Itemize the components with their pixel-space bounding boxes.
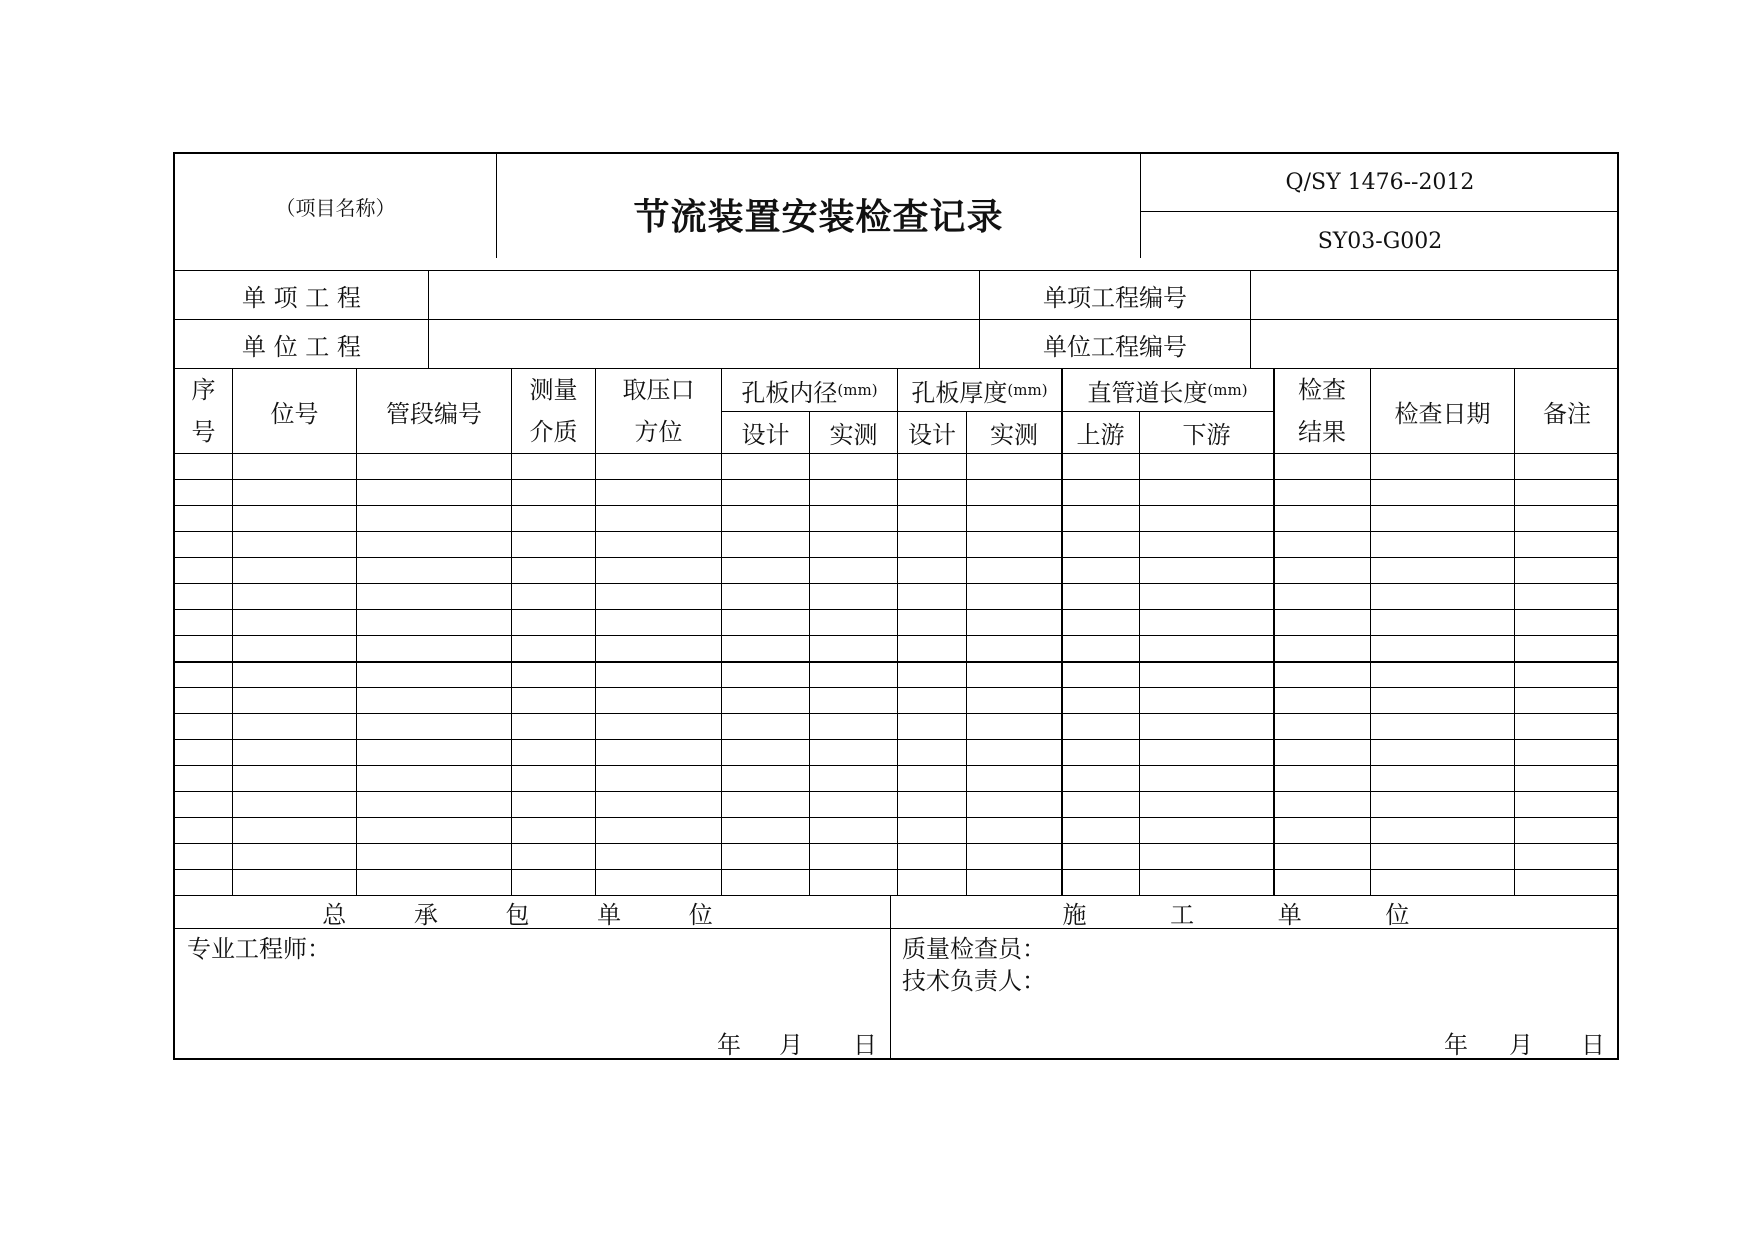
table-row bbox=[175, 505, 1619, 506]
unit-project-code-value[interactable] bbox=[1251, 320, 1619, 368]
orifice-diameter-measured: 实测 bbox=[829, 421, 878, 449]
orifice-thickness-text: 孔板厚度 bbox=[911, 378, 1008, 407]
straight-length-upstream: 上游 bbox=[1076, 421, 1125, 449]
column-divider bbox=[595, 368, 596, 895]
standard-code: Q/SY 1476--2012 bbox=[1285, 170, 1475, 195]
seq-bottom-text: 号 bbox=[191, 418, 216, 446]
info-divider bbox=[979, 270, 980, 368]
construction-unit-label: 施 工 单 位 bbox=[1062, 900, 1448, 929]
info-divider bbox=[428, 270, 429, 368]
straight-length-text: 直管道长度 bbox=[1087, 378, 1208, 407]
table-row bbox=[175, 713, 1619, 714]
table-row bbox=[175, 583, 1619, 584]
unit-project-label: 单 位 工 程 bbox=[242, 332, 361, 361]
column-divider bbox=[1139, 411, 1140, 895]
construction-day: 日 bbox=[1581, 1030, 1605, 1059]
column-header-remarks: 备注 bbox=[1543, 399, 1591, 428]
general-contractor-label: 总 承 包 单 位 bbox=[322, 900, 743, 929]
construction-month: 月 bbox=[1509, 1030, 1533, 1059]
result-bottom-text: 结果 bbox=[1298, 418, 1346, 446]
unit-mm-text: (mm) bbox=[1007, 381, 1048, 399]
technical-lead-label: 技术负责人： bbox=[902, 966, 1046, 995]
column-header-orifice-thickness bbox=[898, 369, 1061, 411]
footer-title-line bbox=[175, 928, 1619, 929]
general-day: 日 bbox=[853, 1030, 877, 1059]
form-title: 节流装置安装检查记录 bbox=[633, 195, 1004, 238]
medium-bottom-text: 介质 bbox=[529, 418, 578, 446]
tap-bottom-text: 方位 bbox=[634, 418, 683, 446]
column-divider bbox=[809, 411, 810, 895]
project-name-placeholder: （项目名称） bbox=[275, 195, 396, 220]
single-item-project-value[interactable] bbox=[429, 271, 979, 319]
engineer-label: 专业工程师： bbox=[187, 934, 331, 963]
orifice-diameter-text: 孔板内径 bbox=[741, 378, 838, 407]
table-row bbox=[175, 687, 1619, 688]
medium-top-text: 测量 bbox=[529, 376, 578, 404]
table-row bbox=[175, 635, 1619, 636]
column-divider bbox=[232, 368, 233, 895]
table-row bbox=[175, 531, 1619, 532]
table-row bbox=[175, 869, 1619, 870]
unit-project-value[interactable] bbox=[429, 320, 979, 368]
table-row bbox=[175, 557, 1619, 558]
column-header-straight-length bbox=[1062, 369, 1273, 411]
orifice-thickness-measured: 实测 bbox=[990, 421, 1038, 449]
table-row bbox=[175, 765, 1619, 766]
straight-length-downstream: 下游 bbox=[1182, 421, 1231, 449]
column-divider bbox=[721, 368, 722, 895]
result-top-text: 检查 bbox=[1298, 376, 1346, 404]
single-item-project-label: 单 项 工 程 bbox=[242, 283, 361, 312]
unit-project-code-label: 单位工程编号 bbox=[1043, 332, 1187, 361]
general-year: 年 bbox=[717, 1030, 741, 1059]
unit-mm-text: (mm) bbox=[837, 381, 878, 399]
table-row bbox=[175, 843, 1619, 844]
table-row bbox=[175, 609, 1619, 610]
table-row bbox=[175, 453, 1619, 454]
table-row bbox=[175, 661, 1619, 663]
inspection-record-form bbox=[173, 152, 1619, 1060]
column-header-orifice-diameter bbox=[722, 369, 897, 411]
orifice-thickness-design: 设计 bbox=[908, 421, 956, 449]
table-row bbox=[175, 479, 1619, 480]
column-divider bbox=[966, 411, 967, 895]
column-header-check-date: 检查日期 bbox=[1394, 399, 1491, 428]
single-item-project-code-value[interactable] bbox=[1251, 271, 1619, 319]
unit-mm-text: (mm) bbox=[1207, 381, 1248, 399]
seq-top-text: 序 bbox=[191, 376, 216, 404]
column-divider bbox=[897, 368, 898, 895]
column-header-pipe-segment: 管段编号 bbox=[386, 399, 482, 428]
column-header-medium bbox=[512, 369, 595, 453]
tap-top-text: 取压口 bbox=[622, 376, 695, 404]
single-item-project-code-label: 单项工程编号 bbox=[1043, 283, 1187, 312]
column-divider bbox=[1370, 368, 1371, 895]
column-divider bbox=[511, 368, 512, 895]
column-header-seq bbox=[175, 369, 232, 453]
table-row bbox=[175, 817, 1619, 818]
table-row bbox=[175, 739, 1619, 740]
column-header-result bbox=[1274, 369, 1370, 453]
quality-inspector-label: 质量检查员： bbox=[902, 934, 1046, 963]
table-row bbox=[175, 791, 1619, 792]
column-divider bbox=[356, 368, 357, 895]
form-code: SY03-G002 bbox=[1317, 228, 1443, 254]
column-divider bbox=[1061, 368, 1063, 895]
column-divider bbox=[1273, 368, 1275, 895]
general-month: 月 bbox=[779, 1030, 803, 1059]
info-divider bbox=[1250, 270, 1251, 368]
column-divider bbox=[1514, 368, 1515, 895]
column-header-position: 位号 bbox=[270, 399, 319, 428]
orifice-diameter-design: 设计 bbox=[741, 421, 790, 449]
construction-year: 年 bbox=[1444, 1030, 1468, 1059]
column-header-tap-orientation bbox=[596, 369, 721, 453]
